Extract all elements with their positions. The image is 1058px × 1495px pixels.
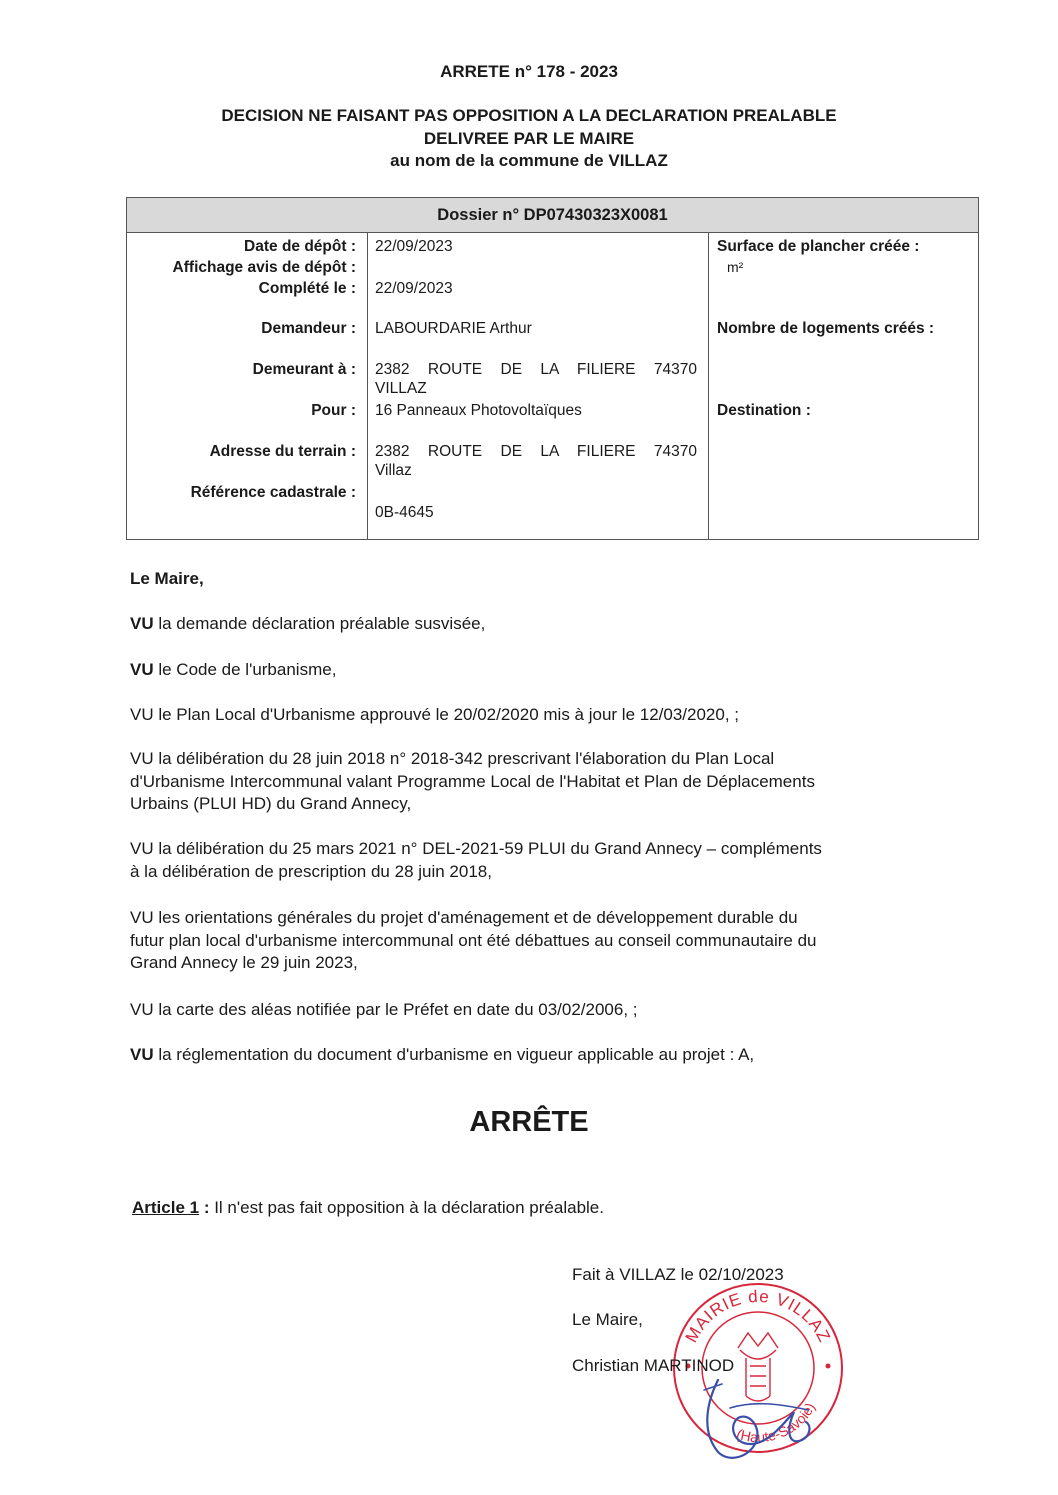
label-demandeur: Demandeur : (261, 320, 356, 337)
handwritten-signature (690, 1360, 830, 1470)
vu8-text: la réglementation du document d'urbanisme en vigueur applicable au projet : A, (153, 1045, 755, 1064)
vu-paragraph-1 (130, 613, 930, 636)
value-date-depot: 22/09/2023 (375, 238, 453, 255)
value-demeurant-line1: 2382 ROUTE DE LA FILIERE 74370 (375, 361, 697, 378)
value-demandeur: LABOURDARIE Arthur (375, 320, 532, 337)
vu4-line2: d'Urbanisme Intercommunal valant Programme Local de l'Habitat et Plan de Déplacements (130, 771, 815, 791)
fait-a-date: Fait à VILLAZ le 02/10/2023 (572, 1265, 784, 1284)
vu-paragraph-3: VU le Plan Local d'Urbanisme approuvé le 20/02/2020 mis à jour le 12/03/2020, ; (130, 705, 740, 724)
vu-keyword: VU (130, 660, 154, 679)
label-complete: Complété le : (258, 280, 356, 297)
article-1-label: Article 1 (132, 1198, 200, 1217)
table-divider-right (708, 232, 709, 539)
dossier-table (126, 197, 979, 540)
vu-paragraph-6 (130, 907, 930, 975)
value-demeurant (375, 360, 697, 398)
vu-keyword: VU (130, 614, 154, 633)
vu-paragraph-4 (130, 748, 930, 816)
vu5-line1: VU la délibération du 25 mars 2021 n° DEL-2021-59 PLUI du Grand Annecy – compléments (130, 839, 822, 858)
value-complete: 22/09/2023 (375, 280, 453, 297)
vu6-line3: Grand Annecy le 29 juin 2023, (130, 953, 358, 972)
label-affichage: Affichage avis de dépôt : (172, 259, 356, 276)
value-pour: 16 Panneaux Photovoltaïques (375, 402, 582, 419)
vu-paragraph-8 (130, 1044, 930, 1067)
vu4-line3: Urbains (PLUI HD) du Grand Annecy, (130, 794, 412, 813)
signatory-name: Christian MARTINOD (572, 1356, 735, 1375)
label-surface-plancher: Surface de plancher créée : (717, 238, 920, 255)
vu6-line1: VU les orientations générales du projet d'aménagement et de développement durable du (130, 908, 798, 927)
table-divider-left (367, 232, 368, 539)
dossier-heading: Dossier n° DP07430323X0081 (127, 198, 978, 233)
vu6-line2: futur plan local d'urbanisme intercommunal ont été débattues au conseil communautaire du (130, 930, 817, 950)
surface-unit: m² (727, 259, 744, 275)
vu-paragraph-7: VU la carte des aléas notifiée par le Préfet en date du 03/02/2006, ; (130, 1000, 638, 1019)
stamp-bottom-text: (Haute-Savoie) (734, 1400, 819, 1446)
signature-role: Le Maire, (572, 1310, 643, 1329)
value-adresse-terrain (375, 442, 697, 480)
value-adresse-line1: 2382 ROUTE DE LA FILIERE 74370 (375, 443, 697, 460)
decision-title-line3: au nom de la commune de VILLAZ (390, 151, 668, 170)
article-1 (132, 1198, 604, 1218)
vu-keyword: VU (130, 1045, 154, 1064)
arrete-number-title: ARRETE n° 178 - 2023 (440, 62, 618, 81)
le-maire-heading: Le Maire, (130, 569, 204, 588)
label-date-depot: Date de dépôt : (244, 238, 356, 255)
value-adresse-line2: Villaz (375, 462, 412, 479)
arrete-heading: ARRÊTE (469, 1106, 589, 1138)
vu-paragraph-2 (130, 659, 930, 682)
article-1-colon: : (199, 1198, 215, 1217)
label-nombre-logements: Nombre de logements créés : (717, 320, 935, 337)
label-pour: Pour : (311, 402, 356, 419)
decision-title-line1: DECISION NE FAISANT PAS OPPOSITION A LA DECLARATION PREALABLE (221, 106, 837, 125)
label-adresse-terrain: Adresse du terrain : (209, 443, 356, 460)
vu2-text: le Code de l'urbanisme, (153, 660, 337, 679)
vu-paragraph-5 (130, 838, 930, 883)
label-reference-cadastrale: Référence cadastrale : (190, 484, 356, 501)
vu1-text: la demande déclaration préalable susvisée, (153, 614, 486, 633)
label-demeurant: Demeurant à : (252, 361, 356, 378)
article-1-text: Il n'est pas fait opposition à la déclaration préalable. (214, 1198, 604, 1217)
vu5-line2: à la délibération de prescription du 28 juin 2018, (130, 861, 492, 881)
vu4-line1: VU la délibération du 28 juin 2018 n° 2018-342 prescrivant l'élaboration du Plan Local (130, 749, 775, 768)
stamp-top-text: MAIRIE de VILLAZ (681, 1286, 835, 1346)
value-demeurant-line2: VILLAZ (375, 380, 427, 397)
value-reference-cadastrale: 0B-4645 (375, 504, 434, 521)
decision-title-line2: DELIVREE PAR LE MAIRE (423, 129, 635, 148)
label-destination: Destination : (717, 402, 811, 419)
